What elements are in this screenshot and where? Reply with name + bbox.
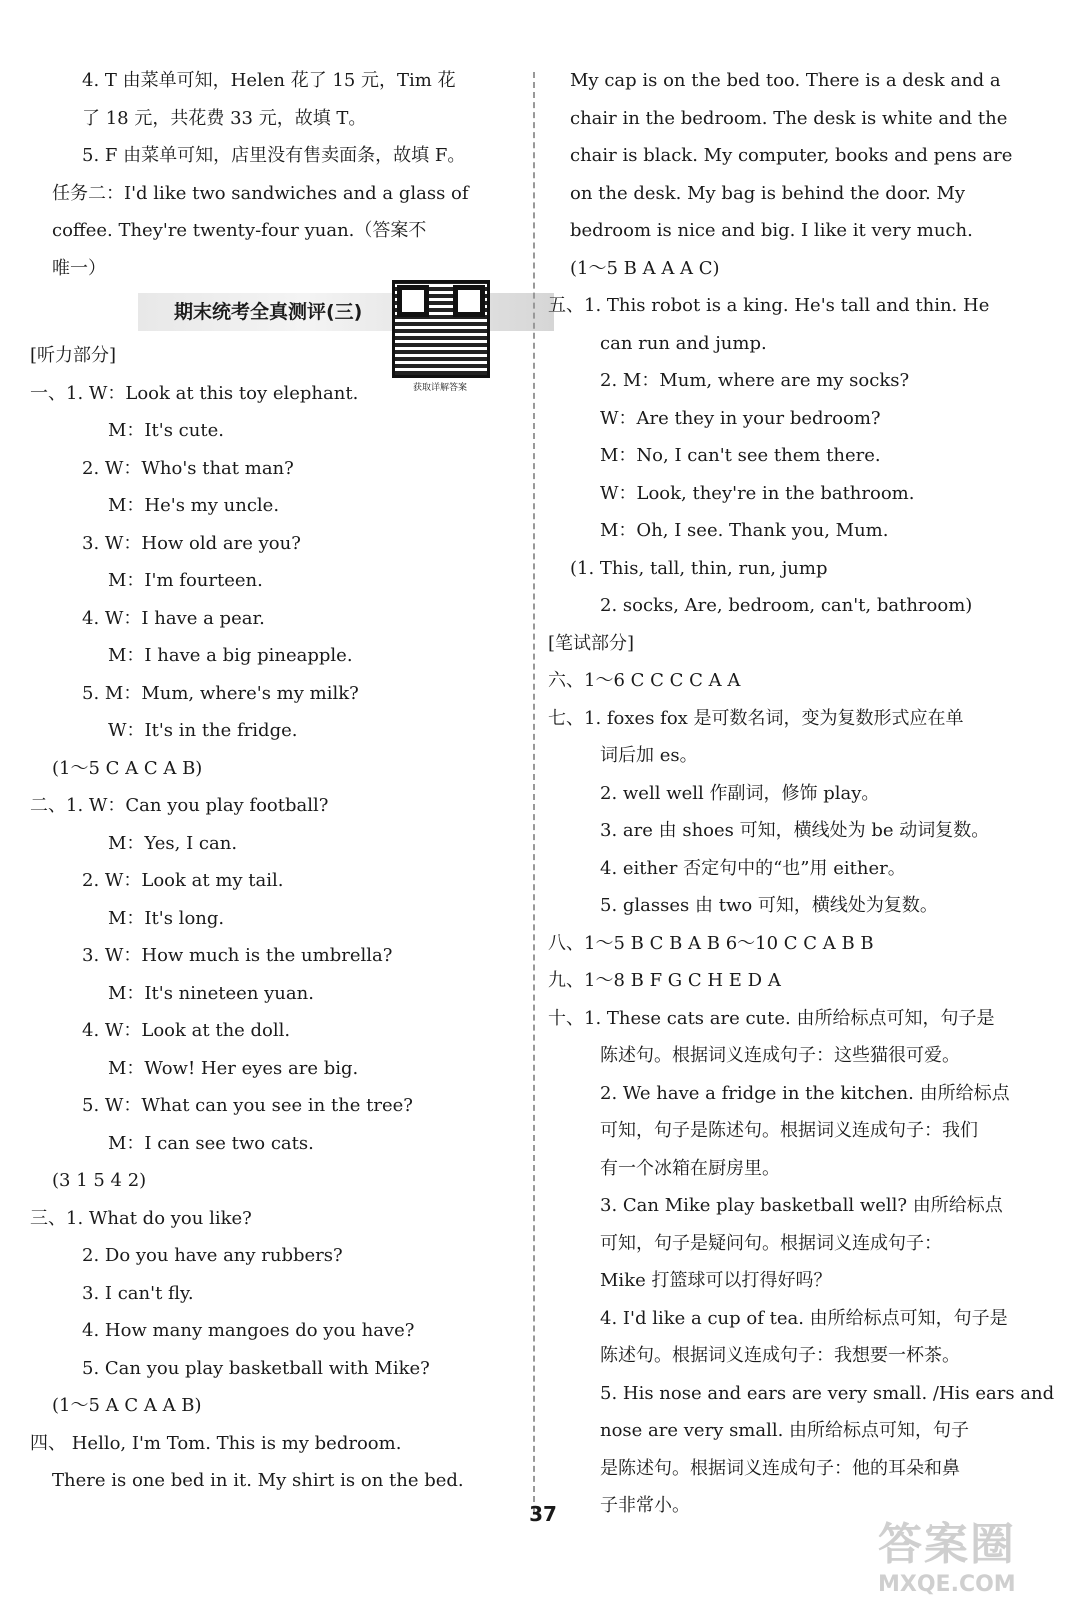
left-line: 5. M：Mum, where's my milk? <box>82 682 359 704</box>
right-line: 是陈述句。根据词义连成句子：他的耳朵和鼻 <box>600 1457 960 1479</box>
right-line: 2. M：Mum, where are my socks? <box>600 370 910 391</box>
left-line: 了 18 元，共花费 33 元，故填 T。 <box>82 107 367 129</box>
left-bottom-block <box>30 337 530 1500</box>
left-line: 3. I can't fly. <box>82 1282 194 1304</box>
left-line: 三、1. What do you like? <box>30 1207 252 1229</box>
right-line: bedroom is nice and big. I like it very much. <box>570 220 973 241</box>
right-line: 八、1～5 B C B A B 6～10 C C A B B <box>548 932 874 954</box>
left-line: 5. W：What can you see in the tree? <box>82 1095 413 1116</box>
right-line: 九、1～8 B F G C H E D A <box>548 970 781 991</box>
right-line: W：Are they in your bedroom? <box>600 407 881 429</box>
qr-code[interactable] <box>392 280 490 378</box>
right-line: 陈述句。根据词义连成句子：我想要一杯茶。 <box>600 1345 960 1366</box>
left-line: 唯一） <box>52 257 106 279</box>
right-line: chair in the bedroom. The desk is white and the <box>570 107 1008 129</box>
right-line: M：No, I can't see them there. <box>600 445 881 466</box>
left-line: (1～5 C A C A B) <box>52 757 203 779</box>
left-top-block <box>30 62 530 287</box>
right-line: My cap is on the bed too. There is a desk and a <box>570 70 1001 91</box>
right-line: on the desk. My bag is behind the door. My <box>570 182 966 204</box>
right-line: 2. socks, Are, bedroom, can't, bathroom) <box>600 595 973 616</box>
right-line: 陈述句。根据词义连成句子：这些猫很可爱。 <box>600 1045 960 1066</box>
right-line: 子非常小。 <box>600 1495 690 1516</box>
right-line: 2. We have a fridge in the kitchen. 由所给标点 <box>600 1082 1010 1104</box>
right-line: 六、1～6 C C C C A A <box>548 670 741 691</box>
left-line: M：I can see two cats. <box>108 1132 314 1154</box>
left-line: 任务二：I'd like two sandwiches and a glass of <box>52 182 469 204</box>
page-number: 37 <box>529 1502 557 1526</box>
left-line: M：He's my uncle. <box>108 495 280 516</box>
right-line: 3. are 由 shoes 可知，横线处为 be 动词复数。 <box>600 820 990 841</box>
right-line: 可知，句子是疑问句。根据词义连成句子： <box>600 1232 942 1254</box>
qr-caption: 获取详解答案 <box>412 383 467 393</box>
right-line: 5. glasses 由 two 可知，横线处为复数。 <box>600 895 938 916</box>
right-line: 2. well well 作副词，修饰 play。 <box>600 782 880 804</box>
left-line: 4. W：Look at the doll. <box>82 1020 291 1041</box>
section-title: 期末统考全真测评(三) <box>138 293 554 331</box>
right-line: [笔试部分] <box>548 632 635 654</box>
watermark-main: 答案圈 <box>878 1519 1016 1570</box>
left-line: 2. W：Look at my tail. <box>82 870 284 891</box>
left-line: [听力部分] <box>30 345 117 366</box>
right-line: 十、1. These cats are cute. 由所给标点可知，句子是 <box>548 1007 995 1029</box>
left-line: 3. W：How much is the umbrella? <box>82 945 393 966</box>
right-line: (1. This, tall, thin, run, jump <box>570 557 828 579</box>
right-line: 词后加 es。 <box>600 745 698 766</box>
right-column <box>548 62 1055 1525</box>
left-line: M：It's long. <box>108 907 225 929</box>
left-line: 5. F 由菜单可知，店里没有售卖面条，故填 F。 <box>82 145 466 166</box>
left-line: W：It's in the fridge. <box>108 720 298 741</box>
left-line: 4. W：I have a pear. <box>82 607 265 629</box>
left-line: 2. Do you have any rubbers? <box>82 1245 343 1266</box>
right-line: 4. I'd like a cup of tea. 由所给标点可知，句子是 <box>600 1307 1008 1329</box>
left-line: There is one bed in it. My shirt is on the bed. <box>52 1470 464 1491</box>
left-line: 4. T 由菜单可知，Helen 花了 15 元，Tim 花 <box>82 70 456 91</box>
right-line: 3. Can Mike play basketball well? 由所给标点 <box>600 1195 1003 1216</box>
left-line: M：I'm fourteen. <box>108 570 263 591</box>
left-line: 3. W：How old are you? <box>82 532 301 554</box>
left-line: coffee. They're twenty-four yuan.（答案不 <box>52 220 427 241</box>
left-line: M：I have a big pineapple. <box>108 645 353 666</box>
right-line: 七、1. foxes fox 是可数名词，变为复数形式应在单 <box>548 707 964 729</box>
left-line: 二、1. W：Can you play football? <box>30 795 329 816</box>
left-line: M：It's nineteen yuan. <box>108 982 314 1004</box>
left-line: 四、 Hello, I'm Tom. This is my bedroom. <box>30 1432 402 1454</box>
right-line: 有一个冰箱在厨房里。 <box>600 1157 780 1179</box>
column-divider <box>533 72 535 1512</box>
left-line: (1～5 A C A A B) <box>52 1395 202 1416</box>
watermark-logo <box>878 1508 1068 1597</box>
right-line: W：Look, they're in the bathroom. <box>600 482 915 504</box>
left-column <box>30 62 530 1500</box>
right-line: nose are very small. 由所给标点可知，句子 <box>600 1420 970 1441</box>
left-line: (3 1 5 4 2) <box>52 1170 147 1191</box>
left-line: 2. W：Who's that man? <box>82 457 294 479</box>
right-line: M：Oh, I see. Thank you, Mum. <box>600 520 889 541</box>
right-line: can run and jump. <box>600 332 767 354</box>
left-line: 一、1. W：Look at this toy elephant. <box>30 382 359 404</box>
right-line: Mike 打篮球可以打得好吗？ <box>600 1270 832 1291</box>
left-line: 5. Can you play basketball with Mike? <box>82 1357 430 1379</box>
right-line: 可知，句子是陈述句。根据词义连成句子：我们 <box>600 1120 978 1141</box>
left-line: M：Yes, I can. <box>108 832 238 854</box>
left-line: M：Wow! Her eyes are big. <box>108 1057 359 1079</box>
right-line: 五、1. This robot is a king. He's tall and thin. He <box>548 295 990 316</box>
watermark-sub: MXQE.COM <box>878 1572 1016 1597</box>
left-line: 4. How many mangoes do you have? <box>82 1320 415 1341</box>
right-line: 5. His nose and ears are very small. /His ears and <box>600 1382 1055 1404</box>
right-line: chair is black. My computer, books and pens are <box>570 145 1013 166</box>
left-line: M：It's cute. <box>108 420 224 441</box>
right-line: 4. either 否定句中的“也”用 either。 <box>600 857 906 879</box>
right-line: (1～5 B A A A C) <box>570 257 720 279</box>
